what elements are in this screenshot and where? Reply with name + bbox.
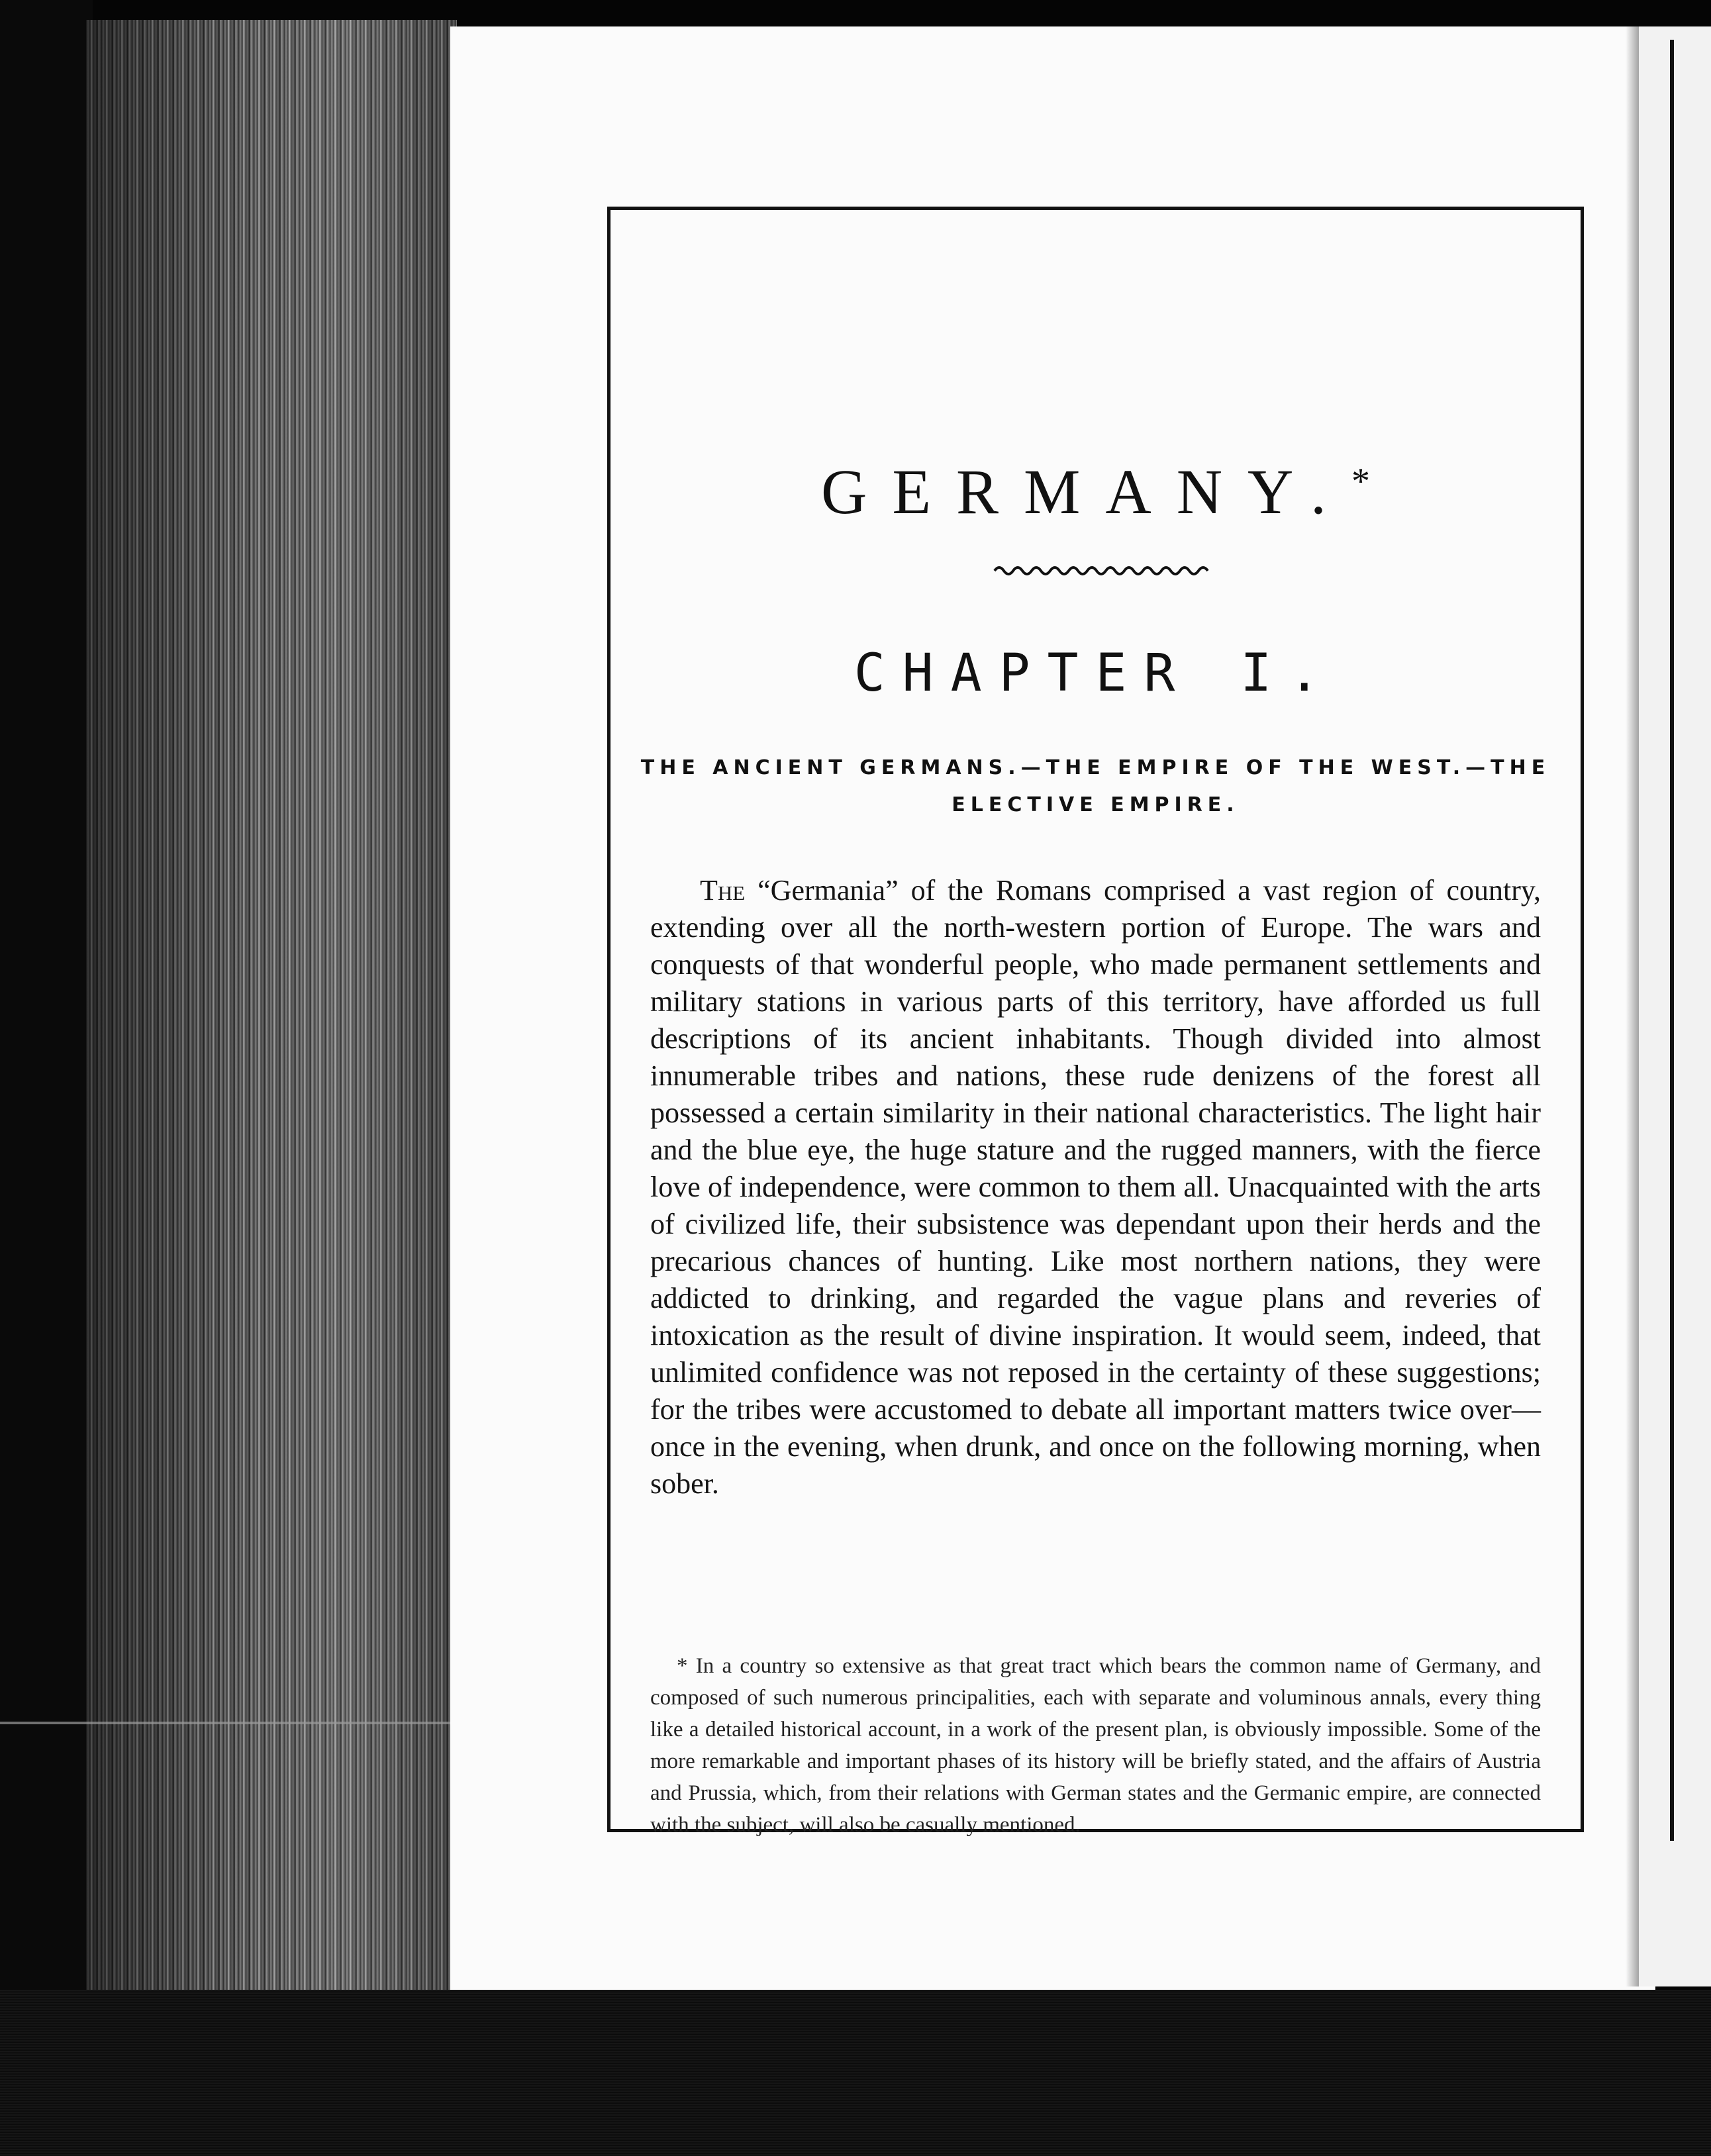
footnote-marker: * <box>1351 461 1370 502</box>
next-page-sliver <box>1639 26 1711 1986</box>
paragraph-lead-word: The <box>700 874 746 906</box>
chapter-subtitle: THE ANCIENT GERMANS.—THE EMPIRE OF THE WEST.—THE ELECTIVE EMPIRE. <box>640 756 1551 816</box>
next-page-frame-rule <box>1670 40 1674 1841</box>
text-frame <box>607 207 1584 1837</box>
paragraph-text: “Germania” of the Romans comprised a vast region of country, extending over all the north-western portion of Europe. The wars and conquests of that wonderful people, who made permanent settlements and military stations in various parts of this territory, have afforded us full descriptions of its ancient inhabitants. Though divided into almost innumerable tribes and nations, these rude denizens of the forest all possessed a certain similarity in their national characteristics. The light hair and the blue eye, the huge stature and the rugged manners, with the fierce love of independence, were common to them all. Unacquainted with the arts of civilized life, their subsistence was dependant upon their herds and the precarious chances of hunting. Like most northern nations, they were addicted to drinking, and regarded the vague plans and reveries of intoxication as the result of divine inspiration. It would seem, indeed, that unlimited confidence was not reposed in the certainty of these suggestions; for the tribes were accustomed to debate all important matters twice over—once in the evening, when drunk, and once on the following morning, when sober. <box>650 874 1541 1500</box>
chapter-heading: CHAPTER I. <box>854 644 1338 703</box>
book-edge-shading <box>86 20 457 2006</box>
scan-background <box>0 1990 1711 2156</box>
scan-artifact-line <box>0 1722 450 1724</box>
wavy-rule-ornament <box>991 561 1216 581</box>
page-title-text: GERMANY. <box>821 456 1351 527</box>
page-title <box>611 455 1581 528</box>
book-cover-shadow <box>0 0 93 2156</box>
footnote: * In a country so extensive as that great tract which bears the common name of Germany, and composed of such numerous principalities, each with separate and voluminous annals, every thing like a detailed historical account, in a work of the present plan, is obviously impossible. Some of the more remarkable and important phases of its history will be briefly stated, and the affairs of Austria and Prussia, which, from their relations with German states and the Germanic empire, are connected with the subject, will also be casually mentioned. <box>650 1654 1541 1837</box>
body-paragraph <box>650 872 1541 1502</box>
